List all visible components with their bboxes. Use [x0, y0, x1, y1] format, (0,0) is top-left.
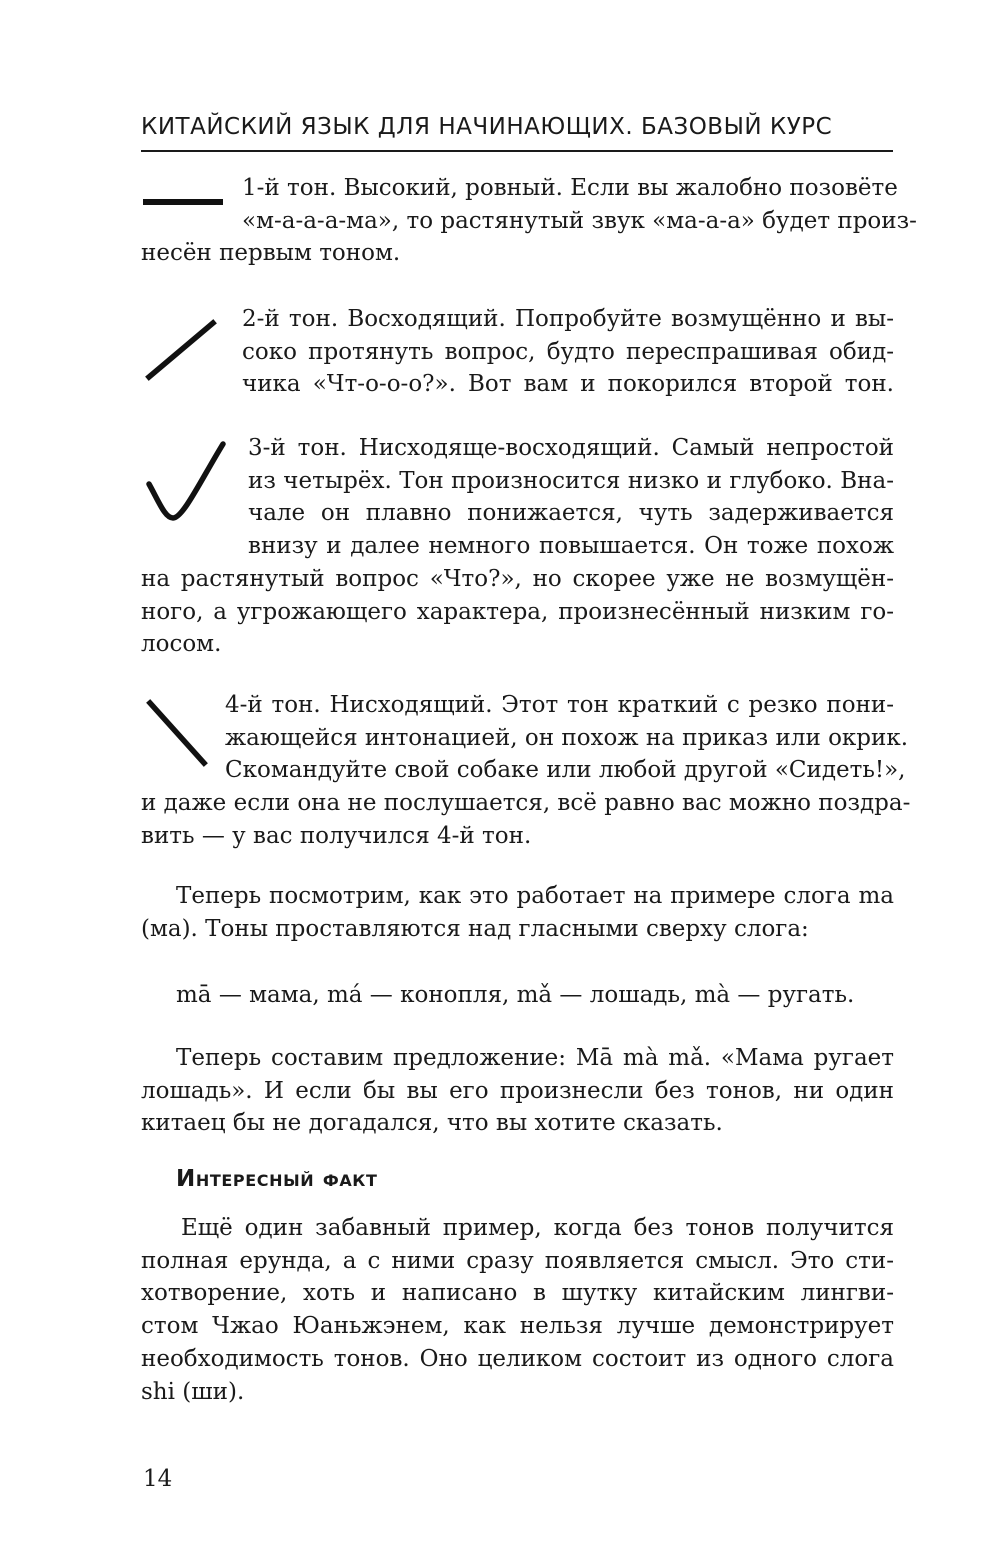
- text-line: внизу и далее немного повышается. Он тоже похож: [248, 533, 894, 560]
- text-line: лосом.: [141, 631, 222, 658]
- text-line: стом Чжао Юаньжэнем, как нельзя лучше демонстрирует: [141, 1313, 894, 1340]
- tone-2-description: [242, 303, 894, 401]
- text-line: shi (ши).: [141, 1378, 245, 1405]
- page-number: 14: [143, 1466, 173, 1492]
- text-line: 2-й тон. Восходящий. Попробуйте возмущённо и вы-: [242, 306, 894, 332]
- text-line: чика «Чт-о-о-о?». Вот вам и покорился второй тон.: [242, 371, 894, 398]
- text-line: 1-й тон. Высокий, ровный. Если вы жалобно позовёте: [242, 175, 898, 201]
- tone-4-description: [225, 689, 909, 787]
- text-line: соко протянуть вопрос, будто переспрашивая обид-: [242, 338, 894, 365]
- text-line: mā — мама, má — конопля, mǎ — лошадь, mà — ругать.: [176, 982, 855, 1008]
- tone-3-dipping-check-icon: [143, 440, 229, 524]
- text-line: ного, а угрожающего характера, произнесённый низким го-: [141, 598, 894, 625]
- sentence-paragraph: [141, 1042, 894, 1140]
- text-line: и даже если она не послушается, всё равно вас можно поздра-: [141, 790, 911, 816]
- tone-2-rising-line-icon: [145, 318, 217, 382]
- text-line: Теперь посмотрим, как это работает на примере слога ma: [176, 883, 894, 909]
- header-rule: [141, 150, 893, 152]
- text-line: необходимость тонов. Оно целиком состоит из одного слога: [141, 1345, 894, 1372]
- tone-4-description-cont: [141, 787, 911, 852]
- example-intro-paragraph: [141, 880, 894, 945]
- text-line: 3-й тон. Нисходяще-восходящий. Самый непростой: [248, 435, 894, 461]
- text-line: 4-й тон. Нисходящий. Этот тон краткий с резко пони-: [225, 692, 894, 718]
- text-line: из четырёх. Тон произносится низко и глубоко. Вна-: [248, 467, 894, 494]
- text-line: китаец бы не догадался, что вы хотите сказать.: [141, 1110, 723, 1137]
- text-line: хотворение, хоть и написано в шутку китайским лингви-: [141, 1280, 894, 1307]
- text-line: чале он плавно понижается, чуть задерживается: [248, 500, 894, 527]
- text-line: несён первым тоном.: [141, 240, 401, 267]
- text-line: жающейся интонацией, он похож на приказ или окрик.: [225, 724, 909, 751]
- text-line: полная ерунда, а с ними сразу появляется смысл. Это сти-: [141, 1247, 894, 1274]
- tone-3-description: [248, 432, 894, 563]
- tone-4-falling-line-icon: [145, 698, 209, 768]
- text-line: вить — у вас получился 4-й тон.: [141, 822, 532, 849]
- tone-1-description-cont: [141, 237, 894, 270]
- section-heading: Интересный факт: [176, 1166, 378, 1192]
- fact-paragraph: [141, 1212, 894, 1408]
- text-line: Ещё один забавный пример, когда без тонов получится: [181, 1215, 894, 1241]
- text-line: на растянутый вопрос «Что?», но скорее уже не возмущён-: [141, 565, 894, 592]
- text-line: (ма). Тоны проставляются над гласными сверху слога:: [141, 915, 809, 942]
- text-line: Теперь составим предложение: Mā mà mǎ. «Мама ругает: [176, 1045, 894, 1071]
- text-line: Скомандуйте свой собаке или любой другой «Сидеть!»,: [225, 757, 906, 784]
- tone-1-level-line-icon: [141, 194, 225, 210]
- text-line: лошадь». И если бы вы его произнесли без тонов, ни один: [141, 1077, 894, 1104]
- text-line: «м-а-а-а-ма», то растянутый звук «ма-а-а» будет произ-: [242, 207, 917, 234]
- tone-3-description-cont: [141, 563, 894, 661]
- tone-1-description: [242, 172, 917, 237]
- tone-examples-line: [176, 979, 894, 1012]
- running-head: КИТАЙСКИЙ ЯЗЫК ДЛЯ НАЧИНАЮЩИХ. БАЗОВЫЙ КУРС: [141, 114, 833, 140]
